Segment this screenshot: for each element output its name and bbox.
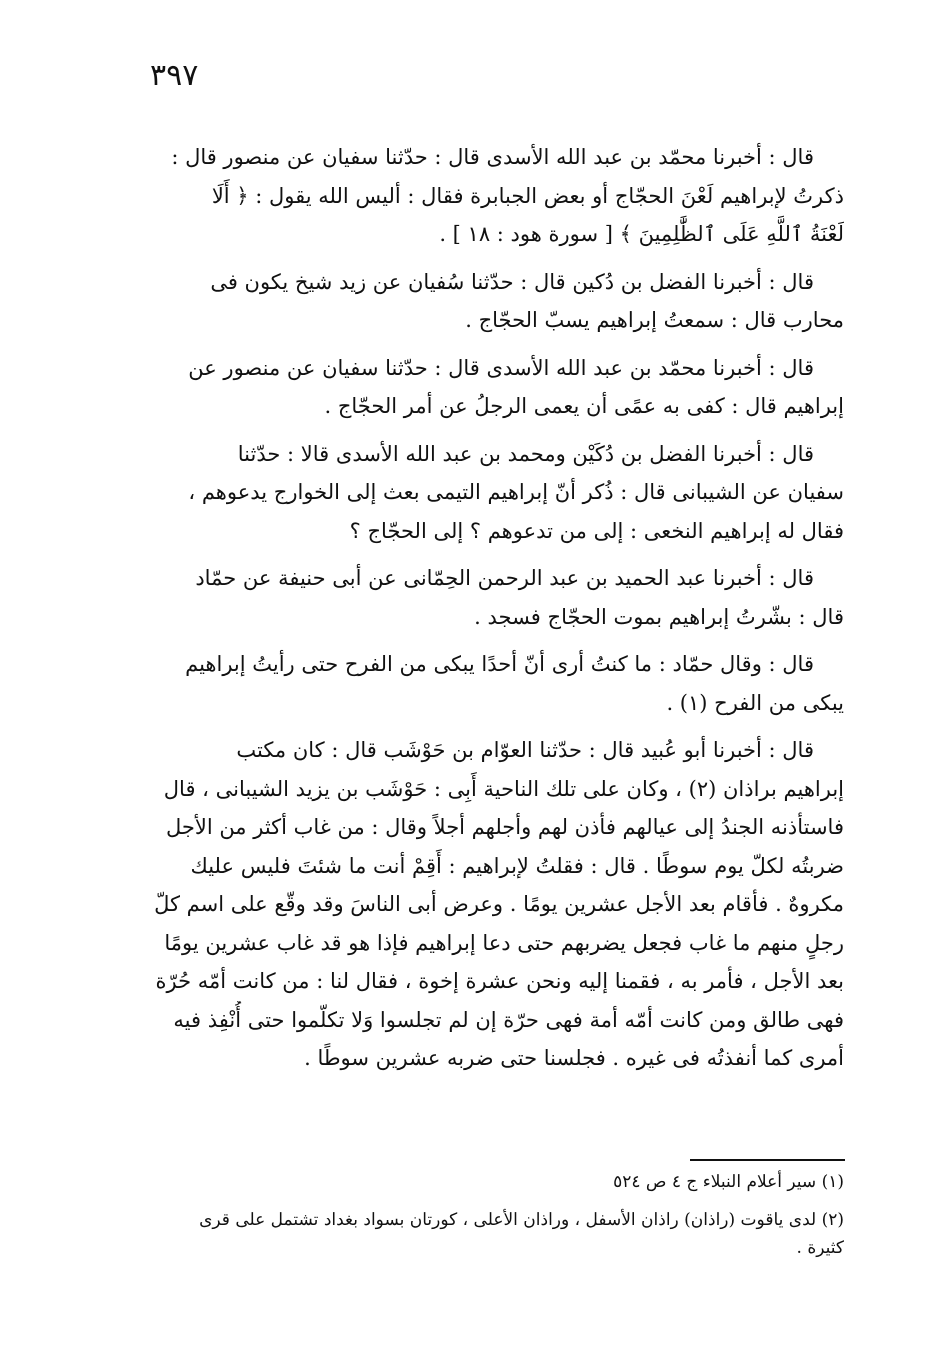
text-line: ذكرتُ لإبراهيم لَعْنَ الحجّاج أو بعض الجبابرة فقال : أليس الله يقول : ﴿ أَلَا	[211, 183, 844, 208]
text-line: قال : أخبرنا الفضل بن دُكين قال : حدّثنا سُفيان عن زيد شيخ يكون فى	[210, 269, 814, 294]
text-line: قال : بشّرتُ إبراهيم بموت الحجّاج فسجد .	[474, 604, 844, 629]
footnote-line: (١) سير أعلام النبلاء ج ٤ ص ٥٢٤	[613, 1172, 844, 1192]
paragraph-3	[135, 349, 844, 426]
paragraph-4	[135, 435, 844, 551]
footnote-1	[135, 1168, 844, 1196]
text-line: بعد الأجل ، فأمر به ، فقمنا إليه ونحن عشرة إخوة ، فقال لنا : من كانت أمّه حُرّة	[155, 969, 844, 993]
text-line: قال : أخبرنا عبد الحميد بن عبد الرحمن الحِمّانى عن أبى حنيفة عن حمّاد	[195, 566, 814, 590]
paragraph-6	[135, 645, 844, 722]
text-line: محارب قال : سمعتُ إبراهيم يسبّ الحجّاج .	[465, 308, 844, 332]
text-line: قال : أخبرنا محمّد بن عبد الله الأسدى قال : حدّثنا سفيان عن منصور عن	[188, 355, 814, 380]
text-line: قال : وقال حمّاد : ما كنتُ أرى أنّ أحدًا يبكى من الفرح حتى رأيتُ إبراهيم	[185, 652, 814, 676]
text-line: إبراهيم براذان (٢) ، وكان على تلك الناحية أَبِى : حَوْشَب بن يزيد الشيبانى ، قال	[163, 776, 844, 801]
text-line: لَعْنَةُ ٱللَّهِ عَلَى ٱلظَّٰلِمِينَ ﴾ [ سورة هود : ١٨ ] .	[439, 222, 844, 246]
body-text	[135, 138, 844, 1087]
text-line: قال : أخبرنا أبو عُبيد قال : حدّثنا العوّام بن حَوْشَب قال : كان مكتب	[236, 738, 814, 762]
paragraph-5	[135, 559, 844, 636]
text-line: سفيان عن الشيبانى قال : ذُكر أنّ إبراهيم التيمى بعث إلى الخوارج يدعوهم ،	[188, 480, 844, 504]
text-line: فاستأذنه الجندُ إلى عيالهم فأذن لهم وأجلهم أجلاً وقال : من غاب أكثر من الأجل	[165, 815, 844, 839]
text-line: قال : أخبرنا الفضل بن دُكَيْن ومحمد بن عبد الله الأسدى قالا : حدّثنا	[237, 441, 814, 466]
text-line: مكروهٌ . فأقام بعد الأجل عشرين يومًا . وعرض أبى الناسَ وقد وقّع على اسم كلّ	[154, 892, 844, 916]
paragraph-7	[135, 731, 844, 1078]
footnote-line: كثيرة .	[796, 1238, 844, 1258]
text-line: فقال له إبراهيم النخعى : إلى من تدعوهم ؟ إلى الحجّاج ؟	[349, 518, 844, 543]
text-line: رجلٍ منهم ما غاب فجعل يضربهم حتى دعا إبراهيم فإذا هو قد غاب عشرين يومًا	[164, 930, 844, 955]
text-line: ضربتُه لكلّ يوم سوطًا . قال : فقلتُ لإبراهيم : أَقِمْ أنت ما شئتَ فليس عليك	[190, 853, 844, 878]
text-line: قال : أخبرنا محمّد بن عبد الله الأسدى قال : حدّثنا سفيان عن منصور قال :	[171, 145, 814, 169]
page-number: ٣٩٧	[150, 58, 199, 93]
footnotes	[135, 1168, 844, 1272]
footnote-line: (٢) لدى ياقوت (راذان) راذان الأسفل ، وراذان الأعلى ، كورتان بسواد بغداد تشتمل على قرى	[199, 1210, 844, 1230]
text-line: أمرى كما أنفذتُه فى غيره . فجلسنا حتى ضربه عشرين سوطًا .	[304, 1046, 844, 1070]
text-line: فهى طالق ومن كانت أمّه أمة فهى حرّة إن لم تجلسوا وَلا تكلّموا حتى أُنْفِذ فيه	[173, 1007, 844, 1032]
text-line: يبكى من الفرح (١) .	[666, 690, 844, 715]
footnote-divider	[690, 1159, 845, 1161]
footnote-2	[135, 1206, 844, 1262]
paragraph-1	[135, 138, 844, 254]
text-line: إبراهيم قال : كفى به عمًى أن يعمى الرجلُ عن أمر الحجّاج .	[324, 394, 844, 418]
paragraph-2	[135, 263, 844, 340]
